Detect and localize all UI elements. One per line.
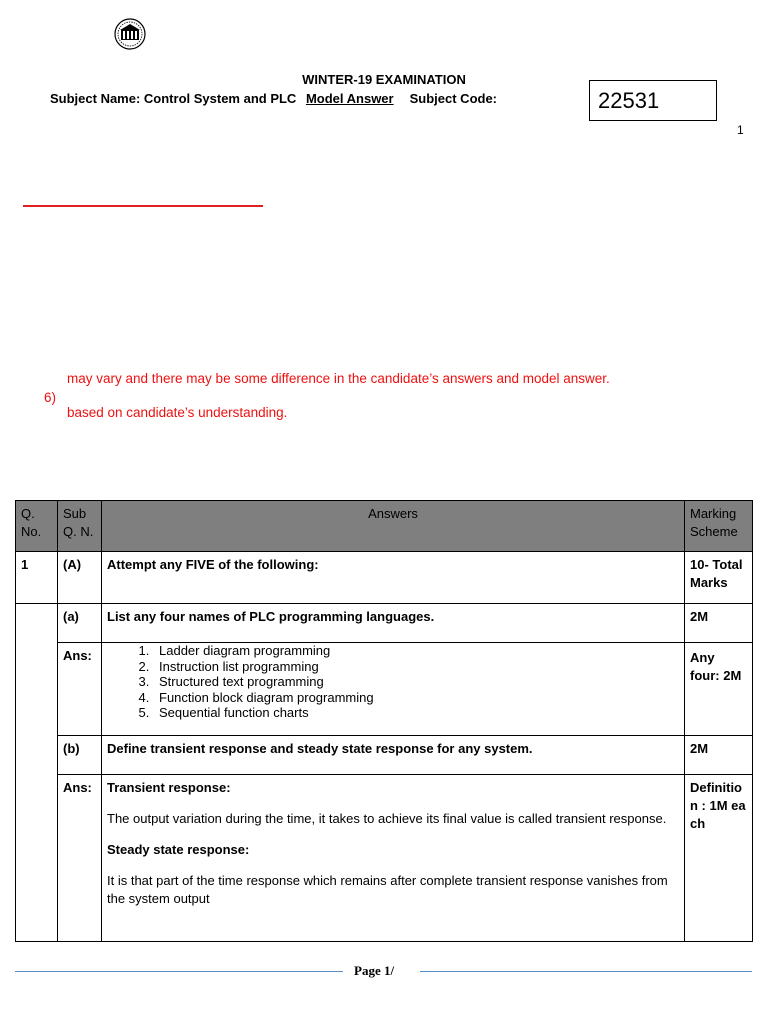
qa-ans-label: Ans: — [58, 643, 102, 736]
steady-text: It is that part of the time response which remains after complete transient response vanishes from the system output — [107, 873, 668, 906]
header-subq: Sub Q. N. — [58, 501, 102, 552]
transient-heading: Transient response: — [107, 780, 231, 795]
table-row — [16, 643, 753, 736]
subject-code-box: 22531 — [589, 80, 717, 121]
list-item: 5. Sequential function charts — [153, 705, 679, 721]
institution-logo-icon — [108, 16, 152, 52]
subject-code-label: Subject Code: — [409, 91, 498, 106]
q1-text: Attempt any FIVE of the following: — [102, 552, 685, 604]
list-item: 2. Instruction list programming — [153, 659, 679, 675]
qb-ans-label: Ans: — [58, 775, 102, 942]
qa-sub: (a) — [58, 604, 102, 643]
qb-ans-content — [102, 775, 685, 942]
qa-text: List any four names of PLC programming languages. — [102, 604, 685, 643]
qa-ans-marks: Any four: 2M — [685, 643, 753, 736]
list-item: 3. Structured text programming — [153, 674, 679, 690]
plc-language-list — [107, 643, 679, 721]
footer-page-label: Page 1/ — [354, 963, 395, 978]
notice-line-2: based on candidate’s understanding. — [67, 405, 288, 420]
table-header-row — [16, 501, 753, 552]
transient-text: The output variation during the time, it takes to achieve its final value is called transient response. — [107, 811, 667, 826]
list-item: 1. Ladder diagram programming — [153, 643, 679, 659]
header-answers: Answers — [102, 501, 685, 552]
table-row — [16, 736, 753, 775]
notice-line-1: may vary and there may be some difference in the candidate’s answers and model answer. — [67, 371, 610, 386]
qa-marks: 2M — [685, 604, 753, 643]
qa-ans-content — [102, 643, 685, 736]
qb-marks: 2M — [685, 736, 753, 775]
q-blank-cell — [16, 604, 58, 942]
table-row — [16, 775, 753, 942]
model-answer-label: Model Answer — [305, 91, 394, 106]
exam-title: WINTER-19 EXAMINATION — [302, 72, 466, 87]
notice-item-number: 6) — [44, 390, 57, 405]
qb-text: Define transient response and steady state response for any system. — [102, 736, 685, 775]
top-page-number: 1 — [737, 123, 744, 137]
q1-sub: (A) — [58, 552, 102, 604]
answers-table — [15, 500, 753, 942]
red-divider — [23, 205, 263, 207]
header-marking: Marking Scheme — [685, 501, 753, 552]
qb-ans-marks: Definition : 1M each — [685, 775, 753, 942]
list-item: 4. Function block diagram programming — [153, 690, 679, 706]
table-row — [16, 552, 753, 604]
q1-number: 1 — [16, 552, 58, 604]
steady-heading: Steady state response: — [107, 842, 250, 857]
footer-divider-left — [15, 971, 343, 972]
qb-sub: (b) — [58, 736, 102, 775]
subject-line — [50, 91, 497, 106]
subject-name: Subject Name: Control System and PLC — [50, 91, 297, 106]
q1-marks: 10- Total Marks — [685, 552, 753, 604]
header-qno: Q. No. — [16, 501, 58, 552]
table-row — [16, 604, 753, 643]
footer-divider-right — [420, 971, 752, 972]
